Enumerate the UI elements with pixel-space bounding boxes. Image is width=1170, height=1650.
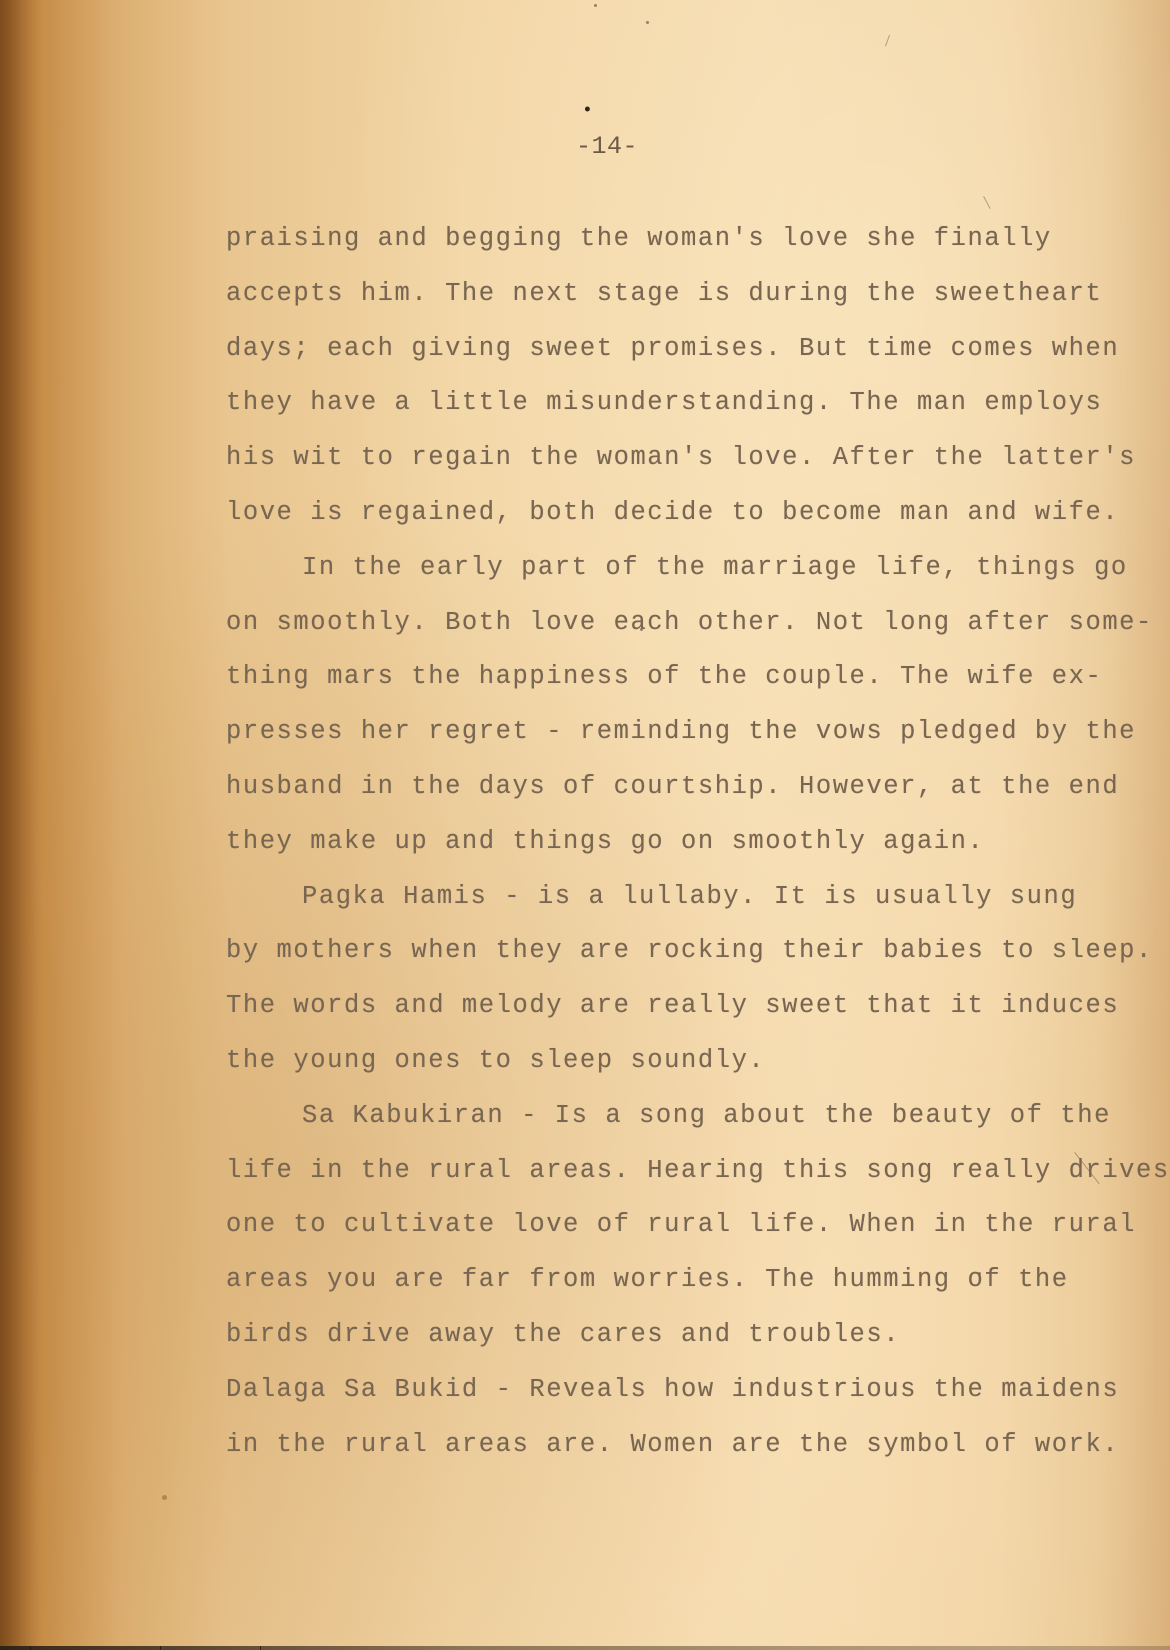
text-line: accepts him. The next stage is during the sweetheart [226,278,1103,308]
text-line: love is regained, both decide to become man and wife. [226,497,1120,527]
text-line: husband in the days of courtship. However, at the end [226,771,1120,801]
text-line: the young ones to sleep soundly. [226,1045,766,1075]
paper-speck [594,4,597,7]
paper-hairline [983,196,990,209]
ink-mark: • [582,101,593,121]
scan-bottom-strip [0,1646,1170,1650]
text-line: The words and melody are really sweet that it induces [226,991,1120,1021]
paper-hairline [885,35,890,47]
scan-tick [30,1646,31,1650]
text-line: they make up and things go on smoothly again. [226,826,985,856]
text-line: his wit to regain the woman's love. After the latter's [226,443,1137,473]
text-line: they have a little misunderstanding. The man employs [226,388,1103,418]
paragraph-first-line: Pagka Hamis - is a lullaby. It is usually sung [302,881,1078,911]
text-line: one to cultivate love of rural life. When in the rural [226,1210,1137,1240]
text-line: presses her regret - reminding the vows pledged by the [226,717,1137,747]
paragraph-first-line: In the early part of the marriage life, things go [302,552,1128,582]
paper-speck [646,21,649,24]
text-line: in the rural areas are. Women are the symbol of work. [226,1429,1120,1459]
text-line: praising and begging the woman's love she finally [226,224,1052,253]
text-line: by mothers when they are rocking their babies to sleep. [226,936,1153,966]
text-line: birds drive away the cares and troubles. [226,1319,901,1349]
text-line: days; each giving sweet promises. But time comes when [226,333,1120,363]
text-line: areas you are far from worries. The humming of the [226,1265,1069,1295]
page-number: -14- [576,132,639,161]
scan-tick [260,1646,261,1650]
text-line: thing mars the happiness of the couple. The wife ex- [226,662,1103,692]
text-line: life in the rural areas. Hearing this song really drives [226,1155,1170,1185]
text-line: on smoothly. Both love each other. Not long after some- [226,607,1153,637]
paragraph-first-line: Sa Kabukiran - Is a song about the beauty of the [302,1100,1111,1130]
binding-edge-shadow [0,0,42,1650]
scan-tick [160,1646,161,1650]
body-text [226,212,1170,1472]
paper-speck [162,1495,167,1500]
paragraph-first-line: Dalaga Sa Bukid - Reveals how industrious the maidens [226,1374,1120,1404]
